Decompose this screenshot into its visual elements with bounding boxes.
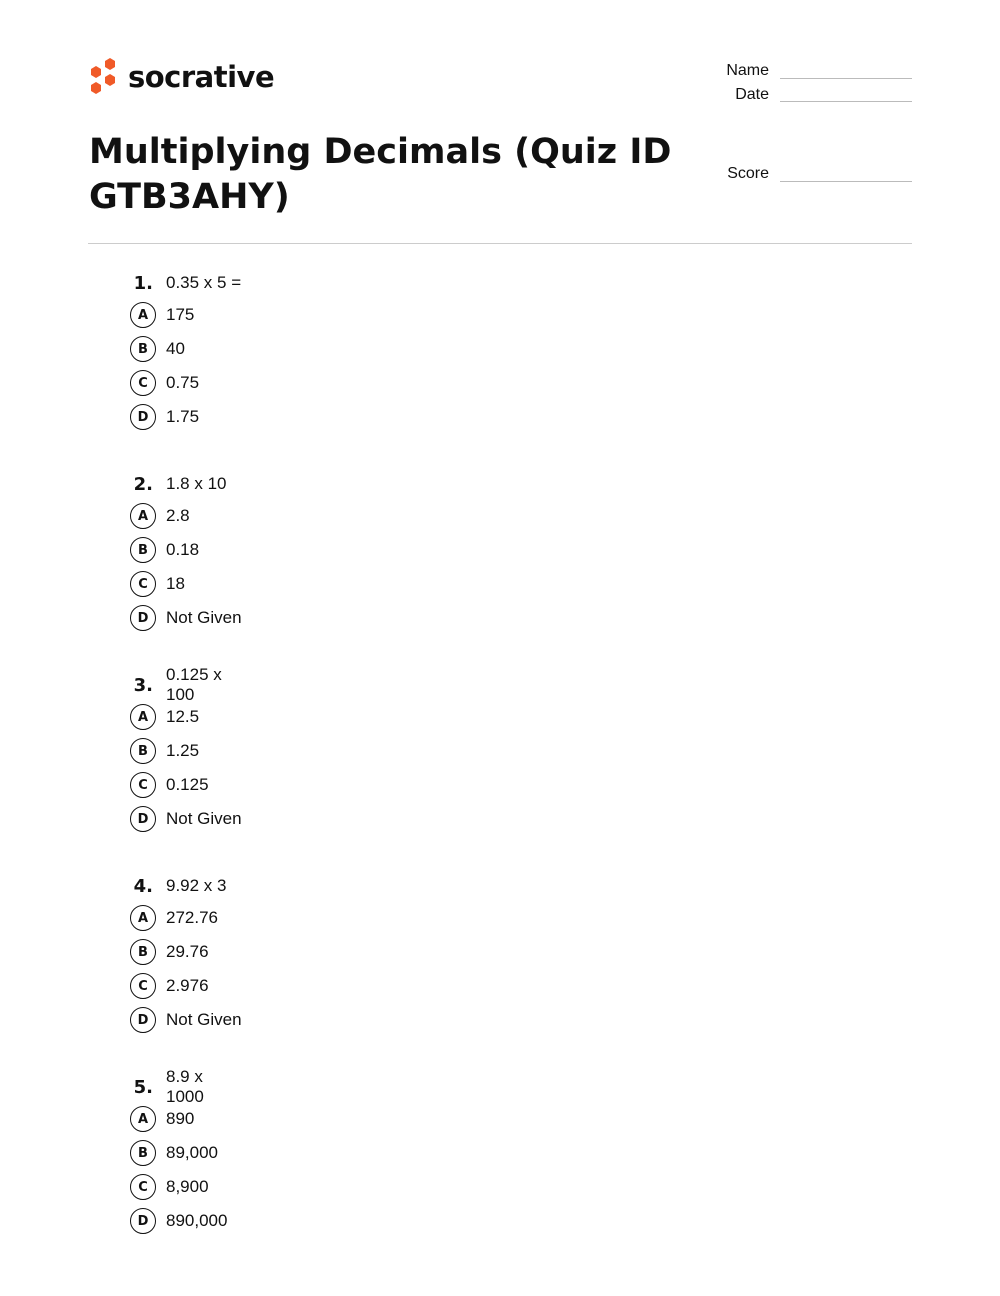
option-letter-circle[interactable]: A (130, 302, 156, 328)
option-text: 1.25 (166, 741, 200, 760)
option-text: 8,900 (166, 1177, 209, 1196)
option-letter-circle[interactable]: C (130, 571, 156, 597)
answer-option[interactable] (130, 499, 242, 533)
option-text: 0.75 (166, 373, 200, 392)
question-text: 9.92 x 3 (166, 876, 227, 895)
option-letter-circle[interactable]: A (130, 905, 156, 931)
option-letter-circle[interactable]: B (130, 537, 156, 563)
option-letter-circle[interactable]: D (130, 1007, 156, 1033)
option-text: 0.18 (166, 540, 200, 559)
answer-option[interactable] (130, 533, 242, 567)
question-text: 1.8 x 10 (166, 474, 227, 493)
answer-option[interactable] (130, 700, 242, 734)
option-letter-circle[interactable]: B (130, 1140, 156, 1166)
question-header (130, 469, 242, 499)
answer-option[interactable] (130, 601, 242, 635)
answer-option[interactable] (130, 901, 242, 935)
brand-name: socrative (128, 60, 275, 94)
question-list (130, 268, 242, 1273)
option-letter-circle[interactable]: D (130, 605, 156, 631)
option-text: 890,000 (166, 1211, 228, 1230)
option-text: 2.976 (166, 976, 209, 995)
option-text: 89,000 (166, 1143, 218, 1162)
option-text: 2.8 (166, 506, 190, 525)
answer-option[interactable] (130, 1136, 242, 1170)
option-letter-circle[interactable]: A (130, 503, 156, 529)
answer-option[interactable] (130, 969, 242, 1003)
question-header (130, 1067, 242, 1106)
answer-option[interactable] (130, 400, 242, 434)
question-header (130, 665, 242, 704)
option-letter-circle[interactable]: C (130, 973, 156, 999)
option-text: 18 (166, 574, 185, 593)
question-4 (130, 871, 242, 1037)
option-letter-circle[interactable]: B (130, 939, 156, 965)
option-text: 29.76 (166, 942, 209, 961)
question-1 (130, 268, 242, 434)
option-text: 0.125 (166, 775, 209, 794)
option-letter-circle[interactable]: D (130, 404, 156, 430)
question-header (130, 268, 242, 298)
answer-option[interactable] (130, 935, 242, 969)
option-letter-circle[interactable]: A (130, 1106, 156, 1132)
answer-option[interactable] (130, 1003, 242, 1037)
score-label: Score (727, 165, 769, 182)
question-number: 1. (133, 272, 153, 294)
option-letter-circle[interactable]: C (130, 1174, 156, 1200)
option-text: 12.5 (166, 707, 200, 726)
answer-option[interactable] (130, 734, 242, 768)
answer-option[interactable] (130, 1204, 242, 1238)
score-line[interactable] (780, 181, 912, 182)
option-text: Not Given (166, 809, 242, 828)
question-number: 4. (133, 875, 153, 897)
option-text: Not Given (166, 608, 242, 627)
option-text: 40 (166, 339, 185, 358)
option-letter-circle[interactable]: B (130, 336, 156, 362)
option-letter-circle[interactable]: A (130, 704, 156, 730)
question-number: 5. (133, 1076, 153, 1098)
answer-option[interactable] (130, 768, 242, 802)
option-letter-circle[interactable]: C (130, 370, 156, 396)
question-3 (130, 665, 242, 836)
question-header (130, 871, 242, 901)
option-text: Not Given (166, 1010, 242, 1029)
name-label: Name (726, 62, 769, 79)
option-text: 272.76 (166, 908, 218, 927)
option-letter-circle[interactable]: D (130, 1208, 156, 1234)
hexagon-logo-icon (88, 57, 118, 97)
question-text: 0.35 x 5 = (166, 273, 242, 292)
answer-option[interactable] (130, 1170, 242, 1204)
option-letter-circle[interactable]: D (130, 806, 156, 832)
option-text: 175 (166, 305, 195, 324)
option-text: 1.75 (166, 407, 200, 426)
question-2 (130, 469, 242, 635)
answer-option[interactable] (130, 366, 242, 400)
answer-option[interactable] (130, 802, 242, 836)
answer-option[interactable] (130, 332, 242, 366)
answer-option[interactable] (130, 1102, 242, 1136)
name-line[interactable] (780, 78, 912, 79)
socrative-logo (88, 57, 274, 97)
answer-option[interactable] (130, 298, 242, 332)
date-label: Date (735, 86, 769, 103)
question-text: 8.9 x 1000 (166, 1067, 204, 1106)
option-letter-circle[interactable]: B (130, 738, 156, 764)
page-title: Multiplying Decimals (Quiz ID GTB3AHY) (89, 132, 672, 217)
date-line[interactable] (780, 101, 912, 102)
option-letter-circle[interactable]: C (130, 772, 156, 798)
answer-option[interactable] (130, 567, 242, 601)
divider (88, 243, 912, 244)
question-number: 3. (133, 674, 153, 696)
question-5 (130, 1067, 242, 1238)
option-text: 890 (166, 1109, 195, 1128)
question-text: 0.125 x 100 (166, 665, 222, 704)
question-number: 2. (133, 473, 153, 495)
